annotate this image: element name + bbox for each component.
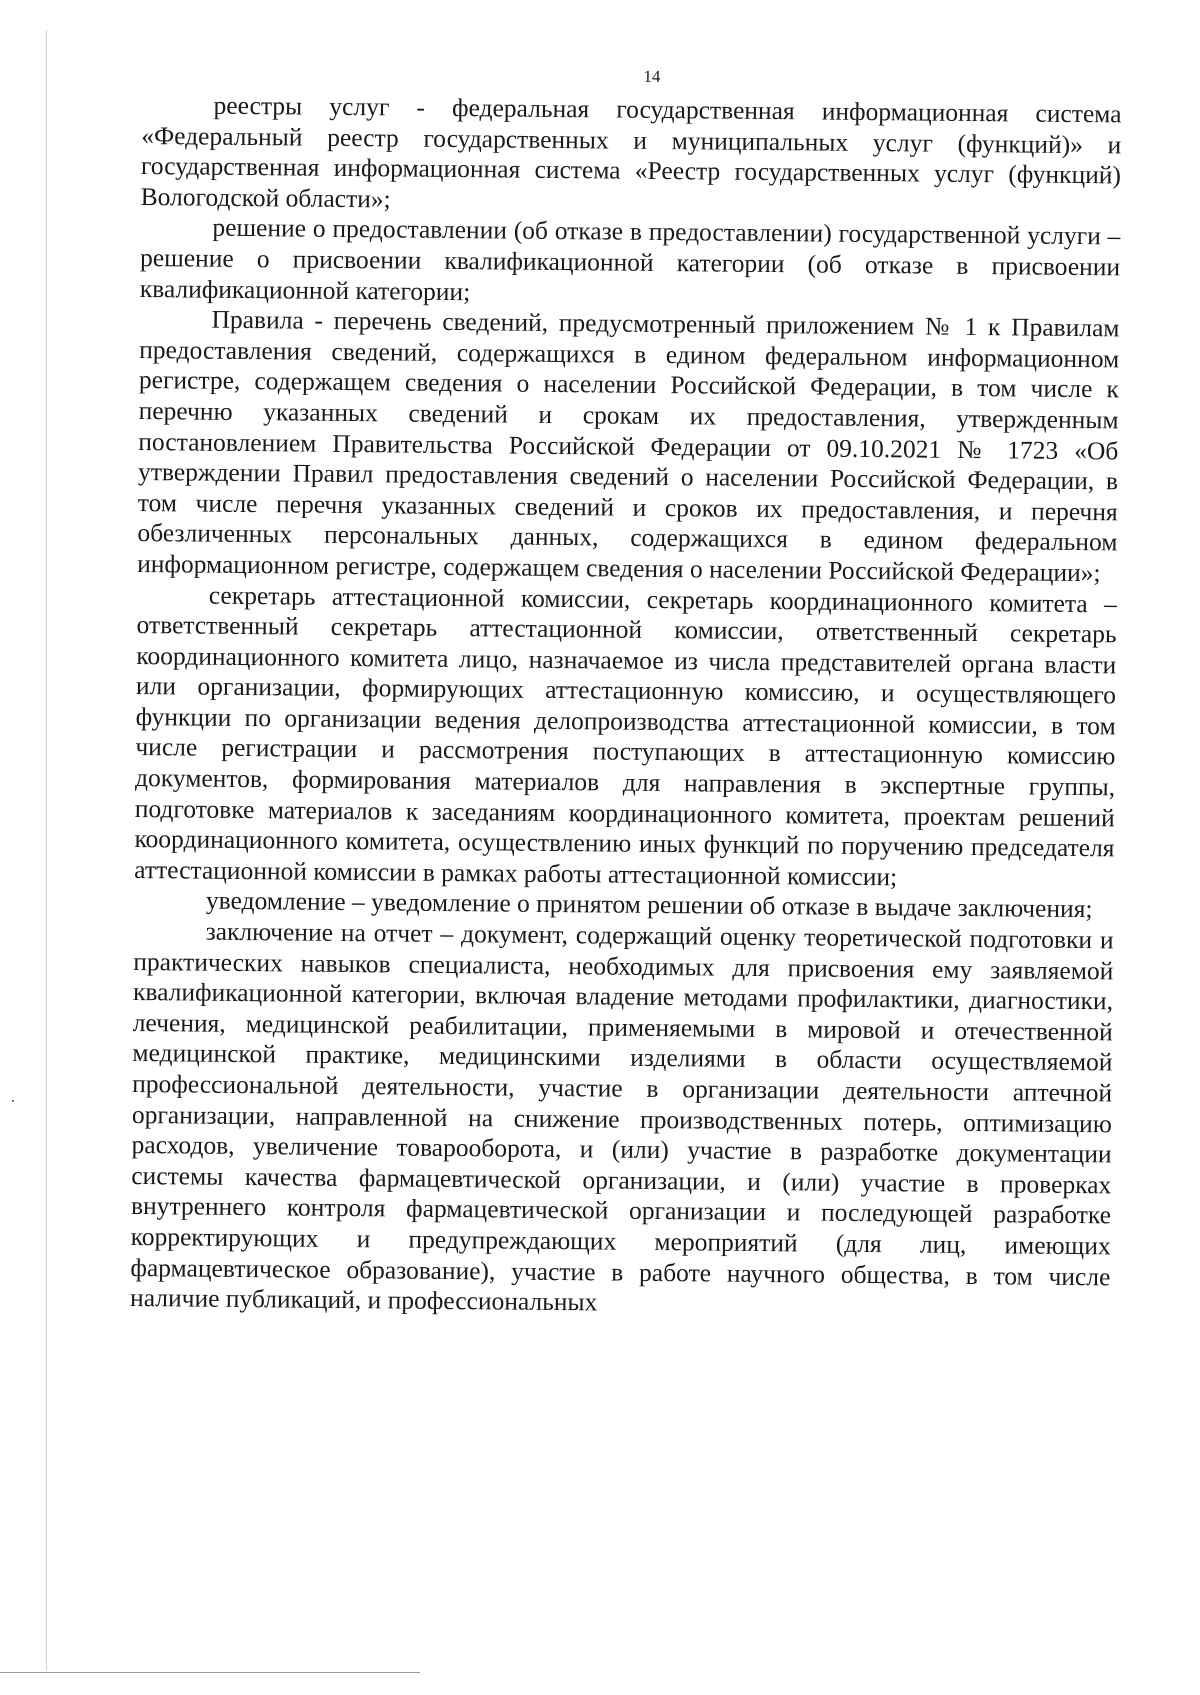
paragraph-notification: уведомление – уведомление о принятом решении об отказе в выдаче заключения; [205,886,1093,924]
scan-bottom-edge-line [0,1672,420,1673]
document-page [130,62,1122,1323]
paragraph-decision: решение о предоставлении (об отказе в предоставлении) государственной услуги – решение о присвоении квалификационной категории (об отказе в присвоении квалификационной категории; [139,213,1121,306]
paragraph-conclusion: заключение на отчет – документ, содержащий оценку теоретической подготовки и практических навыков специалиста, необходимых для присвоения ему заявляемой квалификационной категории, включая владение методами профилактики, диагностики, лечения, медицинской реабилитации, применяемыми в мировой и отечественной медицинской практике, медицинскими изделиями в области осуществляемой профессиональной деятельности, участие в организации деятельности аптечной организации, направленной на снижение производственных потерь, оптимизацию расходов, увеличение товарооборота, и (или) участие в разработке документации системы качества фармацевтической организации, и (или) участие в проверках внутреннего контроля фармацевтической организации и последующей разработке корректирующих и предупреждающих мероприятий (для лиц, имеющих фармацевтическое образование), участие в работе научного общества, в том числе наличие публикаций, и профессиональных [129,916,1114,1317]
paragraph-rules: Правила - перечень сведений, предусмотренный приложением № 1 к Правилам предоставления сведений, содержащихся в едином федеральном информационном регистре, содержащем сведения о населении Российской Федерации, в том числе к перечню указанных сведений и срокам их предоставления, утвержденным постановлением Правительства Российской Федерации от 09.10.2021 № 1723 «Об утверждении Правил предоставления сведений о населении Российской Федерации, в том числе перечня указанных сведений и сроков их предоставления, и перечня обезличенных персональных данных, содержащихся в едином федеральном информационном регистре, содержащем сведения о населении Российской Федерации»; [137,304,1120,588]
scan-left-edge-line [46,30,47,1670]
scan-speck [12,1100,14,1102]
paragraph-registries: реестры услуг - федеральная государственная информационная система «Федеральный реестр государственных и муниципальных услуг (функций)» и государственная информационная система «Реестр государственных услуг (функций) Вологодской области»; [140,90,1122,214]
page-number: 14 [643,66,661,86]
paragraph-secretary: секретарь аттестационной комиссии, секретарь координационного комитета – ответственный секретарь аттестационной комиссии, ответственный секретарь координационного комитета лицо, назначаемое из числа представителей органа власти или организации, формирующих аттестационную комиссию, и осуществляющего функции по организации ведения делопроизводства аттестационной комиссии, в том числе регистрации и рассмотрения поступающих в аттестационную комиссию документов, формирования материалов для направления в экспертные группы, подготовке материалов к заседаниям координационного комитета, проектам решений координационного комитета, осуществлению иных функций по поручению председателя аттестационной комиссии в рамках работы аттестационной комиссии; [134,580,1117,892]
